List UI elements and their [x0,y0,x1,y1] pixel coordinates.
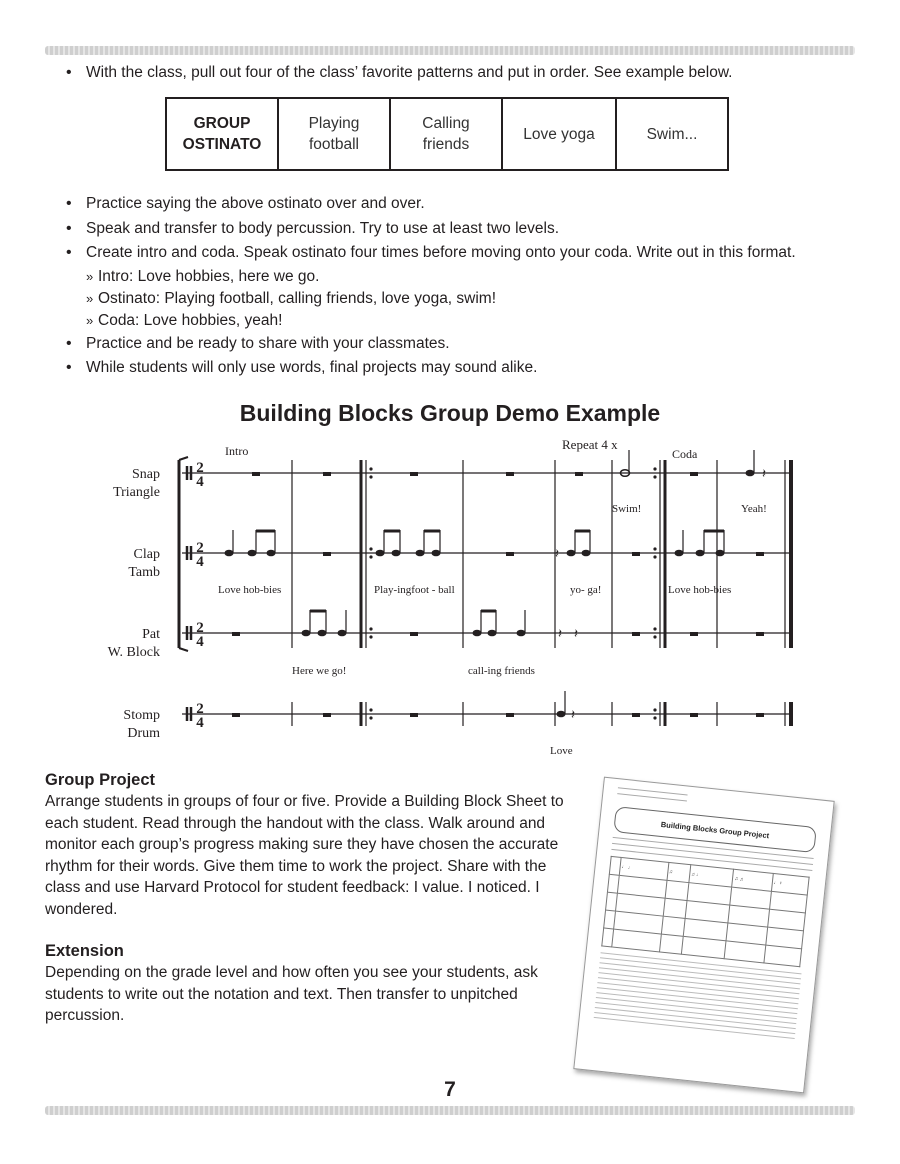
text-line: wondered. [45,900,118,918]
ostinato-cell-4 [616,98,728,170]
time-sig-bottom: 4 [196,474,204,490]
text-line: each student. Read through the handout with the class. Walk around and [45,814,546,832]
group-project-heading: Group Project [45,771,156,789]
repeat-start-barline [361,460,373,726]
pat-notes [302,610,579,641]
text-line: monitor each group’s progress making sure they have chosen the accurate [45,836,559,853]
group-project-body [45,791,605,920]
lyric-here-we-go: Here we go! [292,665,347,677]
repeat-end-barline [653,460,665,726]
text-line: Depending on the grade level and how often you see your students, ask [45,964,538,981]
instruction-bullet-list [62,192,796,381]
coda-label: Coda [672,447,698,461]
instrument-label-drum: Drum [127,726,160,741]
extension-section [45,940,605,1027]
ostinato-cell-3 [502,98,616,170]
time-sig-bottom: 4 [196,554,204,570]
ostinato-cell-2 [390,98,502,170]
instrument-label-snap: Snap [132,467,160,482]
time-sig-bottom: 4 [196,634,204,650]
handout-title: Building Blocks Group Project [613,806,817,853]
handout-thumbnail [573,777,834,1094]
bullet-item: • Practice saying the above ostinato over and over. [62,192,796,217]
lyric-playing-football: Play-ingfoot - ball [374,584,455,596]
extension-body [45,962,605,1027]
cell-line: friends [422,136,470,153]
svg-text:𝄽: 𝄽 [558,626,562,641]
bullet-text: Create intro and coda. Speak ostinato four times before moving onto your coda. Write out in this format. [86,244,796,261]
instrument-label-stomp: Stomp [123,708,160,723]
svg-text:𝄽: 𝄽 [571,707,575,722]
demo-title: Building Blocks Group Demo Example [239,400,661,426]
format-item: » Intro: Love hobbies, here we go. [86,266,796,288]
header-line-2: OSTINATO [182,136,262,153]
ostinato-header-cell [166,98,278,170]
rhythm-score [0,430,900,765]
bullet-item: • While students will only use words, final projects may sound alike. [62,356,796,381]
bullet-item: • With the class, pull out four of the class’ favorite patterns and put in order. See example below. [62,61,732,86]
lyric-love: Love [550,745,573,757]
lyric-love-hobbies-coda: Love hob-bies [668,584,732,596]
format-item: » Coda: Love hobbies, yeah! [86,310,796,332]
bullet-item [62,241,796,332]
stomp-notes [557,691,576,722]
page-number: 7 [444,1078,456,1101]
instrument-label-pat: Pat [142,627,160,642]
lyric-love-hobbies: Love hob-bies [218,584,282,596]
instrument-label-wblock: W. Block [107,645,160,660]
time-sig-top: 2 [196,460,204,476]
intro-label: Intro [225,444,249,458]
ostinato-cell-1 [278,98,390,170]
svg-text:𝄽: 𝄽 [574,626,578,641]
intro-bullet-list [62,61,732,86]
bullet-item: • Practice and be ready to share with your classmates. [62,332,796,357]
lyric-calling-friends: call-ing friends [468,665,535,677]
clap-notes [225,530,725,561]
instrument-label-tamb: Tamb [128,565,160,580]
group-project-section [45,769,605,920]
time-sig-top: 2 [196,701,204,717]
lyric-swim: Swim! [612,503,642,515]
cell-line: Swim... [646,125,698,143]
cell-line: Playing [308,115,360,132]
time-sig-top: 2 [196,620,204,636]
instrument-label-clap: Clap [133,547,160,562]
instrument-label-triangle: Triangle [113,485,160,500]
svg-text:𝄽: 𝄽 [555,546,559,561]
handout-table: ♩ ♩ ♫ ♫ ♩ ♫ ♫ ♩ 𝄽 [601,856,809,967]
text-line: Arrange students in groups of four or five. Provide a Building Block Sheet to [45,793,564,810]
format-item: » Ostinato: Playing football, calling friends, love yoga, swim! [86,288,796,310]
lyric-yeah: Yeah! [741,503,767,515]
bracket-bottom-hook [179,648,188,651]
cell-line: Love yoga [523,125,595,143]
cell-line: Calling [422,115,470,132]
ostinato-table [165,97,729,171]
extension-heading: Extension [45,942,124,960]
svg-text:𝄽: 𝄽 [762,466,766,481]
bullet-item: • Speak and transfer to body percussion. Try to use at least two levels. [62,217,796,242]
text-line: class and use Harvard Protocol for student feedback: I value. I noticed. I [45,879,540,896]
barlines [292,460,717,726]
percussion-clefs [187,466,191,721]
text-line: students to write out the notation and text. Then transfer to unpitched [45,985,518,1003]
format-sublist [86,266,796,332]
lyric-yoga: yo- ga! [570,584,602,596]
repeat-label: Repeat 4 x [562,437,618,452]
time-sig-top: 2 [196,540,204,556]
bracket-top-hook [179,457,188,460]
top-decorative-border [45,46,855,55]
text-line: percussion. [45,1007,125,1024]
bottom-decorative-border [45,1106,855,1115]
text-line: rhythm for their words. Give them time to work the project. Share with the [45,857,547,875]
header-line-1: GROUP [193,115,251,132]
time-sig-bottom: 4 [196,715,204,731]
cell-line: football [309,136,359,153]
final-barline [785,460,791,726]
